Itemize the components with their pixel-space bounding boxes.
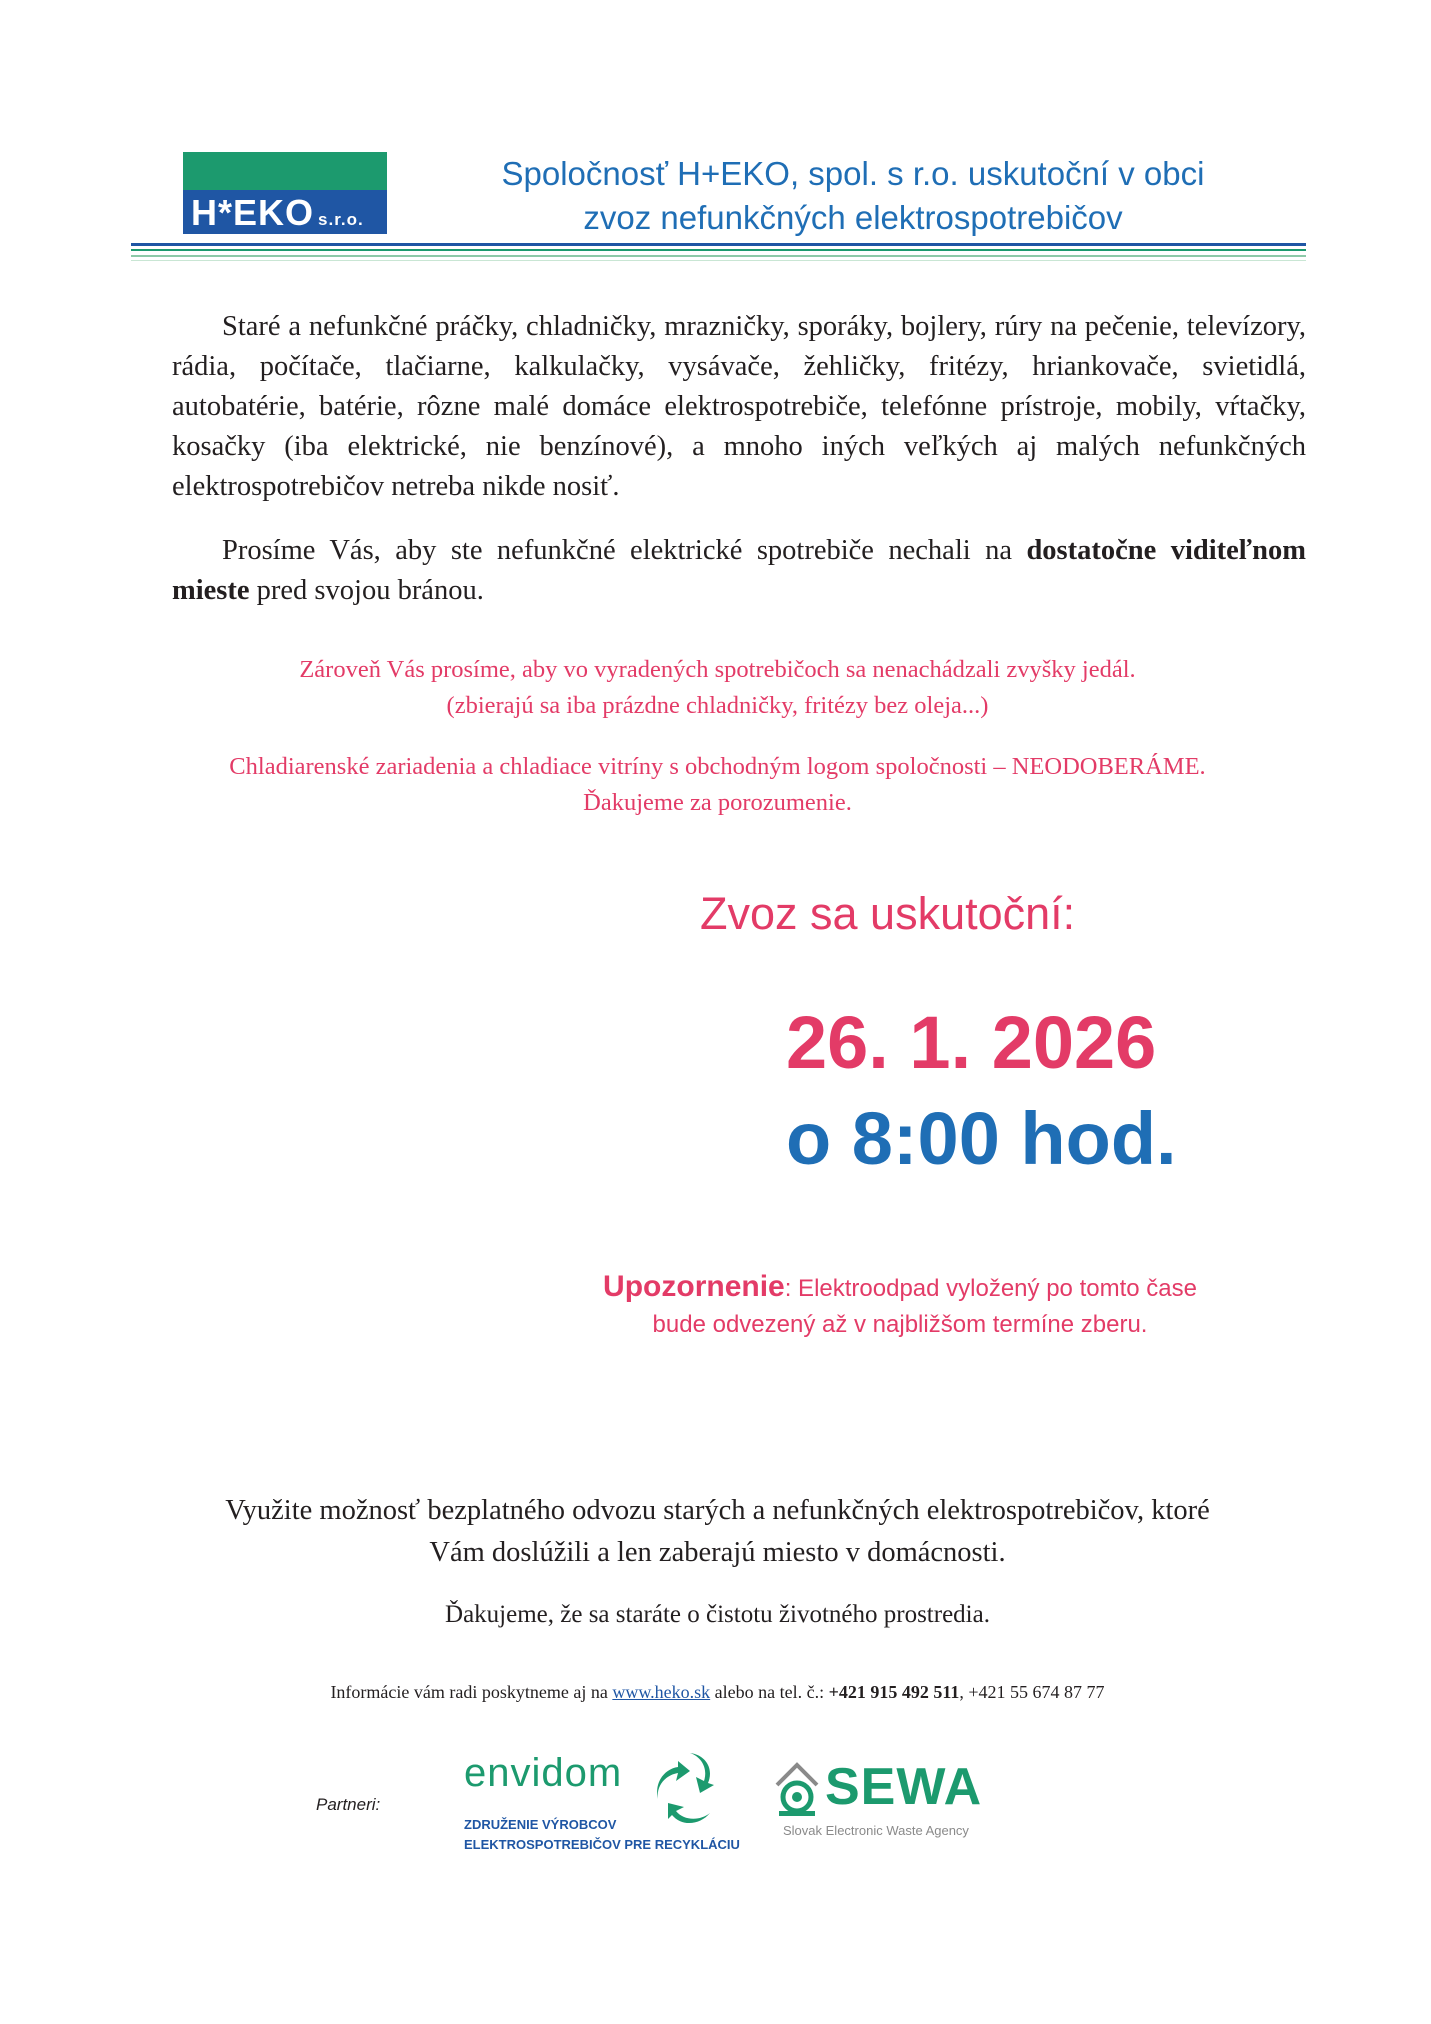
header-rule-blue bbox=[131, 243, 1306, 246]
phone-primary: +421 915 492 511 bbox=[828, 1682, 960, 1702]
contact-info: Informácie vám radi poskytneme aj na www.heko.sk alebo na tel. č.: +421 915 492 511, +421 55 674 87 77 bbox=[330, 1682, 1105, 1702]
envidom-logo bbox=[460, 1747, 740, 1867]
schedule-time: o 8:00 hod. bbox=[786, 1097, 1177, 1180]
warning-notice: Upozornenie: Elektroodpad vyložený po tomto čase bude odvezený až v najbližšom termíne zberu. bbox=[603, 1270, 1197, 1338]
header-title-line2: zvoz nefunkčných elektrospotrebičov bbox=[583, 199, 1123, 236]
placement-emphasis: dostatočne viditeľnom mieste bbox=[172, 535, 1306, 606]
schedule-label: Zvoz sa uskutoční: bbox=[700, 888, 1076, 939]
sewa-logo bbox=[773, 1757, 1003, 1847]
header-rule-green-light bbox=[131, 255, 1306, 257]
placement-paragraph: Prosíme Vás, aby ste nefunkčné elektrické spotrebiče nechali na dostatočne viditeľnom mieste pred svojou bránou. bbox=[172, 535, 1306, 606]
warning-label: Upozornenie bbox=[603, 1270, 785, 1303]
appliance-list-paragraph: Staré a nefunkčné práčky, chladničky, mrazničky, sporáky, bojlery, rúry na pečenie, televízory, rádia, počítače, tlačiarne, kalkulačky, vysávače, žehličky, fritézy, hriankovače, svietidlá, autobatérie, batérie, rôzne malé domáce elektrospotrebiče, telefónne prístroje, mobily, vŕtačky, kosačky (iba elektrické, nie benzínové), a mnoho iných veľkých aj malých nefunkčných elektrospotrebičov netreba nikde nosiť. bbox=[172, 311, 1306, 502]
phone-secondary: , +421 55 674 87 77 bbox=[959, 1682, 1105, 1702]
thanks-text: Ďakujeme, že sa staráte o čistotu životného prostredia. bbox=[445, 1601, 990, 1628]
website-link[interactable]: www.heko.sk bbox=[612, 1682, 711, 1702]
header-rule-green-faint bbox=[131, 260, 1306, 261]
envidom-name: envidom bbox=[464, 1751, 623, 1795]
sewa-subtitle: Slovak Electronic Waste Agency bbox=[783, 1823, 969, 1838]
header-title-line1: Spoločnosť H+EKO, spol. s r.o. uskutoční v obci bbox=[501, 155, 1205, 192]
heko-logo bbox=[183, 152, 387, 234]
sewa-name: SEWA bbox=[825, 1758, 983, 1816]
cooling-equipment-notice: Chladiarenské zariadenia a chladiace vitríny s obchodným logom spoločnosti – NEODOBERÁME. Ďakujeme za porozumenie. bbox=[229, 753, 1206, 816]
header-rule-green bbox=[131, 249, 1306, 251]
schedule-date: 26. 1. 2026 bbox=[786, 1001, 1157, 1084]
logo-green-band bbox=[183, 152, 387, 190]
food-residue-notice: Zároveň Vás prosíme, aby vo vyradených spotrebičoch sa nenachádzali zvyšky jedál. (zbierajú sa iba prázdne chladničky, fritézy bez oleja...) bbox=[299, 656, 1136, 719]
partners-label: Partneri: bbox=[316, 1795, 381, 1814]
logo-text: H*EKO s.r.o. bbox=[191, 192, 364, 233]
sewa-house-icon bbox=[773, 1759, 821, 1819]
envidom-subtitle: ZDRUŽENIE VÝROBCOV ELEKTROSPOTREBIČOV PRE RECYKLÁCIU bbox=[464, 1817, 740, 1852]
invitation-text: Využite možnosť bezplatného odvozu starých a nefunkčných elektrospotrebičov, ktoré Vám doslúžili a len zaberajú miesto v domácnosti. bbox=[225, 1495, 1210, 1568]
header-title bbox=[400, 152, 1306, 240]
